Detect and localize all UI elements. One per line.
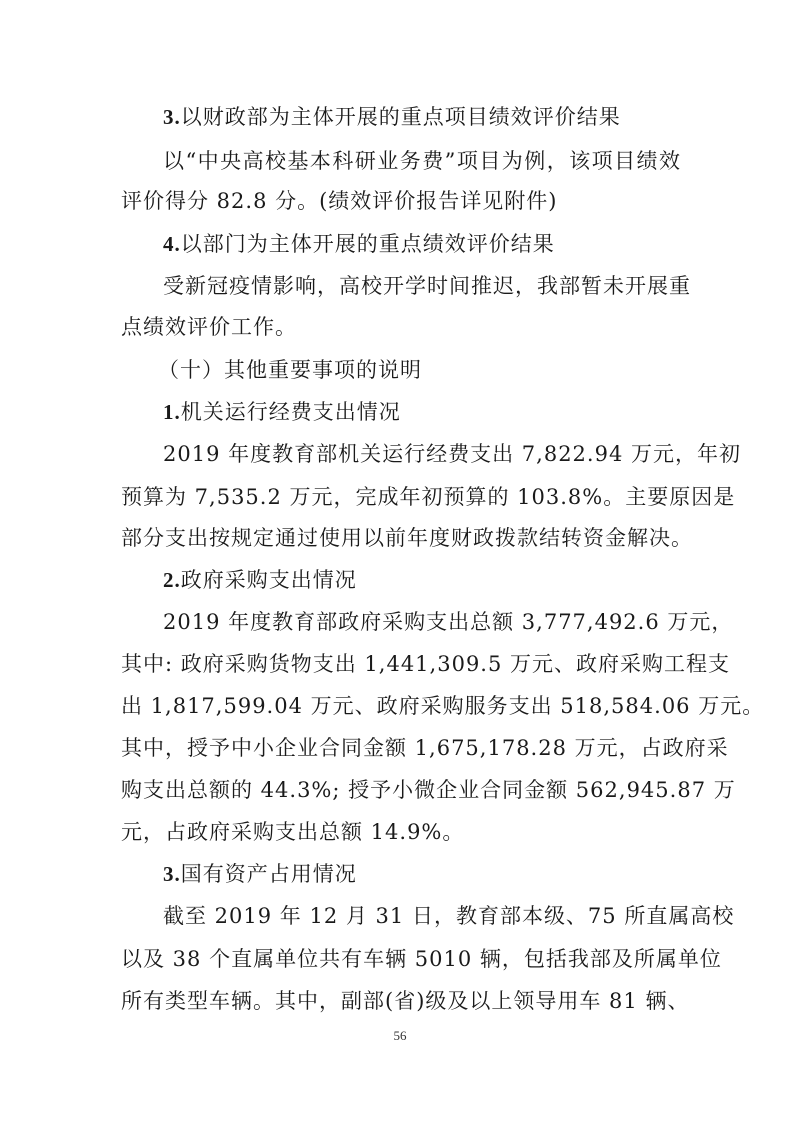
section-heading: （十）其他重要事项的说明 xyxy=(158,358,422,382)
paragraph-line: 其中，授予中小企业合同金额 1,675,178.28 万元，占政府采 xyxy=(121,736,729,760)
paragraph-line: 以“中央高校基本科研业务费”项目为例，该项目绩效 xyxy=(163,149,681,173)
heading-number: 4. xyxy=(163,232,181,256)
paragraph-line: 以及 38 个直属单位共有车辆 5010 辆，包括我部及所属单位 xyxy=(121,947,722,971)
paragraph-line: 出 1,817,599.04 万元、政府采购服务支出 518,584.06 万元。 xyxy=(121,694,765,718)
heading-item-1 xyxy=(163,397,681,427)
heading-number: 2. xyxy=(163,568,181,592)
paragraph-line: 购支出总额的 44.3%; 授予小微企业合同金额 562,945.87 万 xyxy=(121,778,736,802)
heading-item-2 xyxy=(163,565,681,595)
paragraph-line: 点绩效评价工作。 xyxy=(121,315,297,339)
heading-number: 3. xyxy=(163,105,181,129)
paragraph-line: 元，占政府采购支出总额 14.9%。 xyxy=(121,820,465,844)
heading-text: 以财政部为主体开展的重点项目绩效评价结果 xyxy=(180,105,621,129)
heading-text: 机关运行经费支出情况 xyxy=(180,400,401,424)
heading-item-3b xyxy=(163,859,681,889)
paragraph-line: 受新冠疫情影响，高校开学时间推迟，我部暂未开展重 xyxy=(163,274,691,298)
paragraph-line: 评价得分 82.8 分。(绩效评价报告详见附件) xyxy=(121,189,558,213)
paragraph-line: 其中: 政府采购货物支出 1,441,309.5 万元、政府采购工程支 xyxy=(121,652,731,676)
page-number: 56 xyxy=(393,1028,407,1043)
paragraph-line: 截至 2019 年 12 月 31 日，教育部本级、75 所直属高校 xyxy=(163,904,735,928)
heading-text: 政府采购支出情况 xyxy=(180,568,357,592)
paragraph-line: 所有类型车辆。其中，副部(省)级及以上领导用车 81 辆、 xyxy=(121,989,690,1013)
heading-item-3 xyxy=(163,102,681,132)
paragraph-line: 部分支出按规定通过使用以前年度财政拨款结转资金解决。 xyxy=(121,526,693,550)
paragraph-line: 2019 年度教育部机关运行经费支出 7,822.94 万元，年初 xyxy=(163,442,741,466)
heading-item-4 xyxy=(163,229,681,259)
heading-text: 国有资产占用情况 xyxy=(180,862,357,886)
paragraph-line: 预算为 7,535.2 万元，完成年初预算的 103.8%。主要原因是 xyxy=(121,485,736,509)
heading-number: 1. xyxy=(163,400,181,424)
paragraph-line: 2019 年度教育部政府采购支出总额 3,777,492.6 万元， xyxy=(163,610,734,634)
heading-number: 3. xyxy=(163,862,181,886)
heading-text: 以部门为主体开展的重点绩效评价结果 xyxy=(180,232,555,256)
